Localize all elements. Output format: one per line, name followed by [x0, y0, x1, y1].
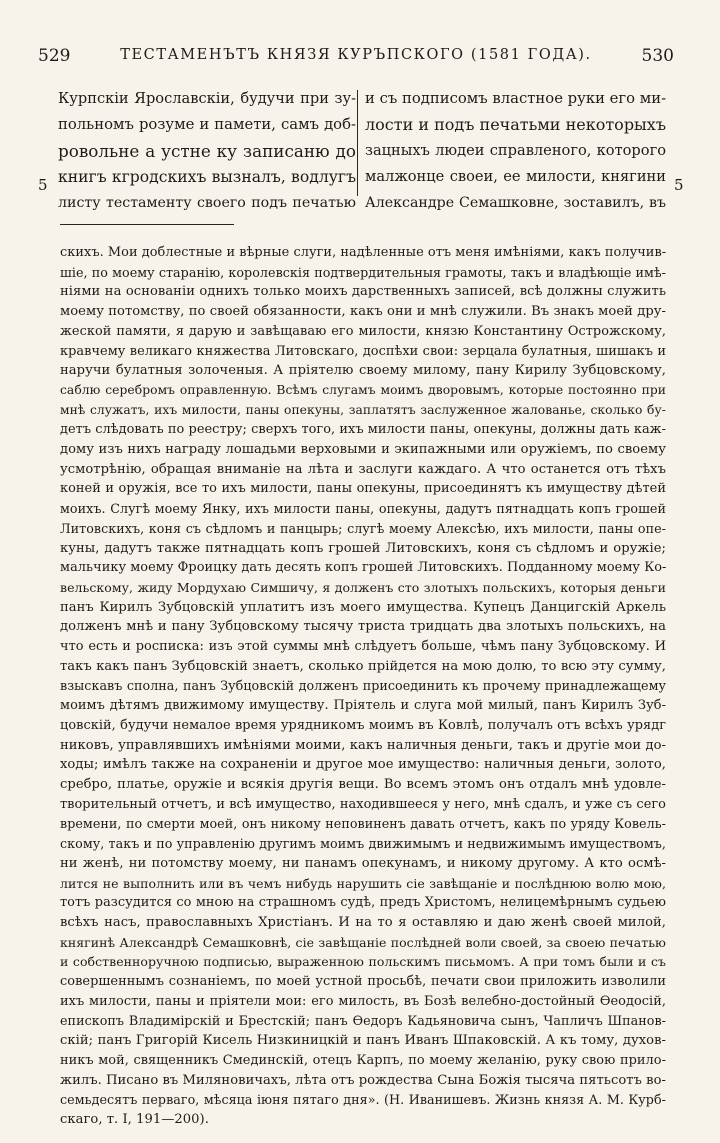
- footnote-line: наручи булатныя золоченыя. А пріятелю своему милому, пану Кирилу Зубцовскому,: [60, 363, 666, 379]
- text-line: малжонце своеи, ее милости, княгини: [365, 168, 666, 185]
- text-line: Курпскіи Ярославскіи, будучи при зу-: [58, 90, 356, 107]
- footnote-line: и собственноручною подписью, выраженною польскимъ письмомъ. А при томъ были и съ: [60, 954, 666, 970]
- footnote-line: Литовскихъ, коня съ сѣдломъ и панцырь; слугѣ моему Алексѣю, ихъ милости, паны опе-: [60, 520, 666, 536]
- page-header: [38, 46, 674, 72]
- page-number-right: 530: [641, 46, 674, 66]
- footnote-line: ніями на основаніи однихъ только моихъ дарственныхъ записей, всѣ должны служить: [60, 284, 666, 300]
- footnote-line: епископъ Владимірскій и Брестскій; панъ Ѳедоръ Кадьяновича сынъ, Чапличъ Шпанов-: [60, 1013, 666, 1029]
- footnote-line: кравчему великаго княжества Литовскаго, доспѣхи свои: зерцала булатныя, шишакъ и: [60, 343, 666, 359]
- footnote-line: моихъ. Слугѣ моему Янку, ихъ милости паны, опекуны, дадутъ пятнадцать копъ грошей: [60, 501, 666, 517]
- footnote-line: скаго, т. I, 191—200).: [60, 1111, 209, 1127]
- footnote-line: взыскавъ сполна, панъ Зубцовскій долженъ присоединить къ прочему принадлежащему: [60, 678, 666, 694]
- text-line: ровольне а устне ку записаню до: [58, 141, 356, 161]
- footnote-line: панъ Кирилъ Зубцовскій уплатитъ изъ моего имущества. Купецъ Данцигскій Аркель: [60, 599, 666, 615]
- right-column: [365, 86, 666, 216]
- footnote-line: саблю серебромъ оправленную. Всѣмъ слугамъ моимъ дворовымъ, которые постоянно при: [60, 382, 666, 397]
- text-line: книгъ кгродскихъ вызналъ, водлугъ: [58, 168, 356, 186]
- footnote-line: моему потомству, по своей обязанности, какъ они и мнѣ служили. Въ знакъ моей дру-: [60, 304, 666, 320]
- footnote-line: никъ мой, священникъ Смединскій, отецъ Карпъ, по моему желанію, руку свою прило-: [60, 1052, 666, 1068]
- footnote-line: коней и оружія, все то ихъ милости, паны опекуны, присоединятъ къ имуществу дѣтей: [60, 481, 666, 497]
- footnote-rule: [60, 224, 234, 225]
- text-line: Александре Семашковне, зоставилъ, въ: [365, 195, 666, 211]
- footnote-line: скій; панъ Григорій Кисель Низкиницкій и панъ Иванъ Шпаковскій. А къ тому, духов-: [60, 1033, 666, 1049]
- footnote-line: семьдесятъ перваго, мѣсяца іюня пятаго дня». (Н. Иванишевъ. Жизнь князя А. М. Курб-: [60, 1092, 666, 1108]
- footnote-line: княгинѣ Александрѣ Семашковнѣ, сіе завѣщаніе послѣдней воли своей, за своею печатью: [60, 934, 666, 950]
- footnote-line: детъ слѣдовать по реестру; сверхъ того, ихъ милости паны, опекуны, должны дать каж-: [60, 422, 666, 438]
- footnote-line: творительный отчетъ, и всѣ имущество, находившееся у него, мнѣ сдалъ, и уже съ сего: [60, 796, 666, 812]
- running-title: ТЕСТАМЕНЪТЪ КНЯЗЯ КУРЪПСКОГО (1581 ГОДА).: [120, 47, 592, 63]
- text-line: польномъ розуме и памети, самъ доб-: [58, 116, 356, 133]
- footnote-line: совершеннымъ сознаніемъ, по моей устной просьбѣ, печати свои приложить изволили: [60, 974, 666, 990]
- footnote-line: всѣхъ насъ, православныхъ Христіанъ. И на то я оставляю и даю женѣ своей милой,: [60, 914, 666, 930]
- footnote-line: такъ какъ панъ Зубцовскій знаетъ, сколько прійдется на мою долю, то всю эту сумму,: [60, 658, 666, 674]
- main-text-columns: [58, 86, 667, 211]
- footnote-line: времени, по смерти моей, онъ никому неповиненъ давать отчетъ, какъ по уряду Ковель-: [60, 816, 666, 832]
- text-line: и съ подписомъ властное руки его ми-: [365, 90, 667, 107]
- column-divider: [357, 90, 358, 196]
- text-line: лости и подъ печатьми некоторыхъ: [365, 115, 666, 134]
- footnote-line: ихъ милости, паны и пріятели мои: его милость, въ Бозѣ велебно-достойный Ѳеодосій,: [60, 993, 666, 1009]
- footnote-line: моимъ дѣтямъ движимому имуществу. Пріятель и слуга мой милый, панъ Кирилъ Зуб-: [60, 698, 666, 714]
- footnote-line: долженъ мнѣ и пану Зубцовскому тысячу триста тридцать два злотыхъ польскихъ, на: [60, 619, 666, 635]
- text-line: листу тестаменту своего подъ печатью: [58, 195, 356, 211]
- footnote-line: дому изъ нихъ награду лошадьми верховыми и экипажными или оружіемъ, по своему: [60, 442, 666, 458]
- footnote-line: скому, такъ и по управленію другимъ моимъ движимымъ и недвижимымъ имуществомъ,: [60, 836, 666, 852]
- footnote-line: ходы; имѣлъ также на сохраненіи и другое мое имущество: наличныя деньги, золото,: [60, 757, 666, 773]
- left-column: [58, 86, 356, 216]
- text-line: зацныхъ людеи справленого, которого: [365, 142, 666, 159]
- footnote-line: тотъ разсудится со мною на страшномъ судѣ, предъ Христомъ, нелицемѣрнымъ судьею: [60, 895, 666, 911]
- footnote-text: [60, 243, 666, 1130]
- footnote-line: куны, дадутъ также пятнадцать копъ грошей Литовскихъ, коня съ сѣдломъ и оружіе;: [60, 540, 666, 556]
- line-number-right: 5: [674, 176, 684, 194]
- footnote-line: сребро, платье, оружіе и всякія другія вещи. Во всемъ этомъ онъ отдалъ мнѣ удовле-: [60, 776, 666, 792]
- footnote-line: жеской памяти, я дарую и завѣщаваю его милости, князю Константину Острожскому,: [60, 323, 666, 339]
- footnote-line: лится не выполнить или въ чемъ нибудь нарушить сіе завѣщаніе и послѣднюю волю мою,: [60, 875, 666, 891]
- footnote-line: скихъ. Мои доблестные и вѣрные слуги, надѣленные отъ меня имѣніями, какъ получив-: [60, 245, 667, 260]
- page-number-left: 529: [38, 46, 71, 66]
- footnote-line: усмотрѣнію, обращая вниманіе на лѣта и заслуги каждаго. А что останется отъ тѣхъ: [60, 461, 666, 477]
- line-number-left: 5: [38, 176, 48, 194]
- footnote-line: никовъ, управлявшихъ имѣніями моими, какъ наличныя деньги, такъ и другіе мои до-: [60, 737, 666, 753]
- footnote-line: мальчику моему Фроицку дать десять копъ грошей Литовскихъ. Подданному моему Ко-: [60, 560, 667, 576]
- footnote-line: мнѣ служатъ, ихъ милости, паны опекуны, заплатятъ заслуженное жалованье, сколько бу-: [60, 402, 666, 417]
- footnote-line: жилъ. Писано въ Миляновичахъ, лѣта отъ рождества Сына Божія тысяча пятьсотъ во-: [60, 1072, 666, 1088]
- footnote-line: ни женѣ, ни потомству моему, ни панамъ опекунамъ, и никому другому. А кто осмѣ-: [60, 855, 666, 871]
- footnote-line: что есть и росписка: изъ этой суммы мнѣ слѣдуетъ больше, чѣмъ пану Зубцовскому. И: [60, 639, 666, 655]
- footnote-line: вельскому, жиду Мордухаю Симшичу, я долженъ сто злотыхъ польскихъ, которыя деньги: [60, 579, 666, 595]
- footnote-line: цовскій, будучи немалое время урядникомъ моимъ въ Ковлѣ, получалъ отъ всѣхъ урядг: [60, 717, 666, 733]
- footnote-line: шіе, по моему старанію, королевскія подтвердительныя грамоты, такъ и владѣющіе имѣ-: [60, 264, 666, 280]
